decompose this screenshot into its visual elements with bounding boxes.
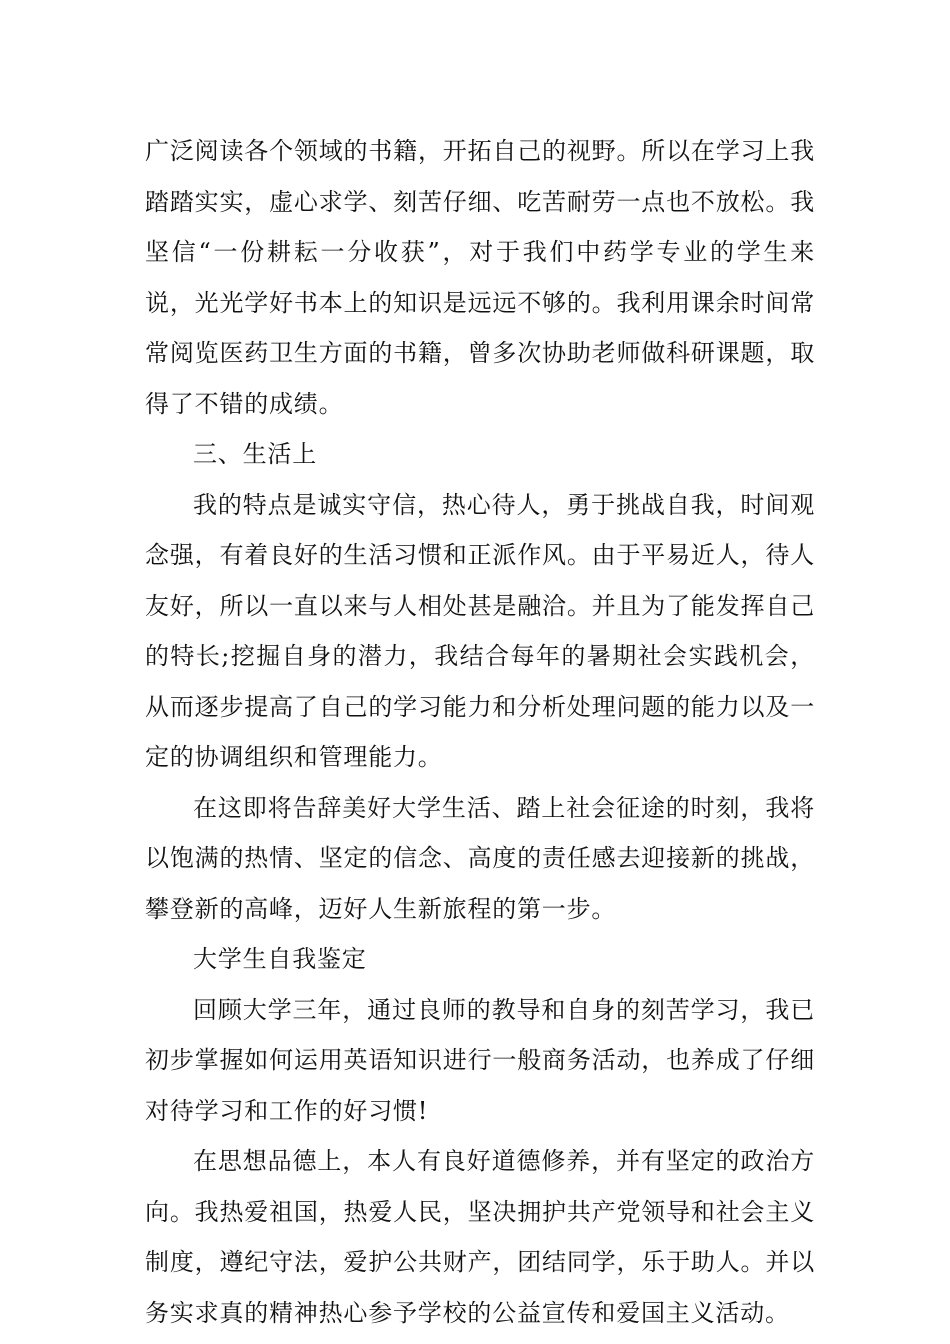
paragraph-life: 我的特点是诚实守信，热心待人，勇于挑战自我，时间观念强，有着良好的生活习惯和正派作风。由于平易近人，待人友好，所以一直以来与人相处甚是融洽。并且为了能发挥自己的特长;挖掘自身的潜力，我结合每年的暑期社会实践机会，从而逐步提高了自己的学习能力和分析处理问题的能力以及一定的协调组织和管理能力。: [145, 490, 815, 771]
document-heading-self-assessment: 大学生自我鉴定: [193, 945, 367, 973]
paragraph-review: 回顾大学三年，通过良师的教导和自身的刻苦学习，我已初步掌握如何运用英语知识进行一般商务活动，也养成了仔细对待学习和工作的好习惯!: [145, 995, 815, 1125]
paragraph-study-continued: 广泛阅读各个领域的书籍，开拓自己的视野。所以在学习上我踏踏实实，虚心求学、刻苦仔细、吃苦耐劳一点也不放松。我坚信“一份耕耘一分收获”，对于我们中药学专业的学生来说，光光学好书本上的知识是远远不够的。我利用课余时间常常阅览医药卫生方面的书籍，曾多次协助老师做科研课题，取得了不错的成绩。: [145, 137, 815, 418]
section-heading-life: 三、生活上: [193, 440, 317, 468]
document-body: [145, 126, 815, 1338]
paragraph-future: 在这即将告辞美好大学生活、踏上社会征途的时刻，我将以饱满的热情、坚定的信念、高度的责任感去迎接新的挑战，攀登新的高峰，迈好人生新旅程的第一步。: [145, 793, 815, 923]
paragraph-morality: 在思想品德上，本人有良好道德修养，并有坚定的政治方向。我热爱祖国，热爱人民，坚决拥护共产党领导和社会主义制度，遵纪守法，爱护公共财产，团结同学，乐于助人。并以务实求真的精神热心参予学校的公益宣传和爱国主义活动。: [145, 1147, 815, 1327]
